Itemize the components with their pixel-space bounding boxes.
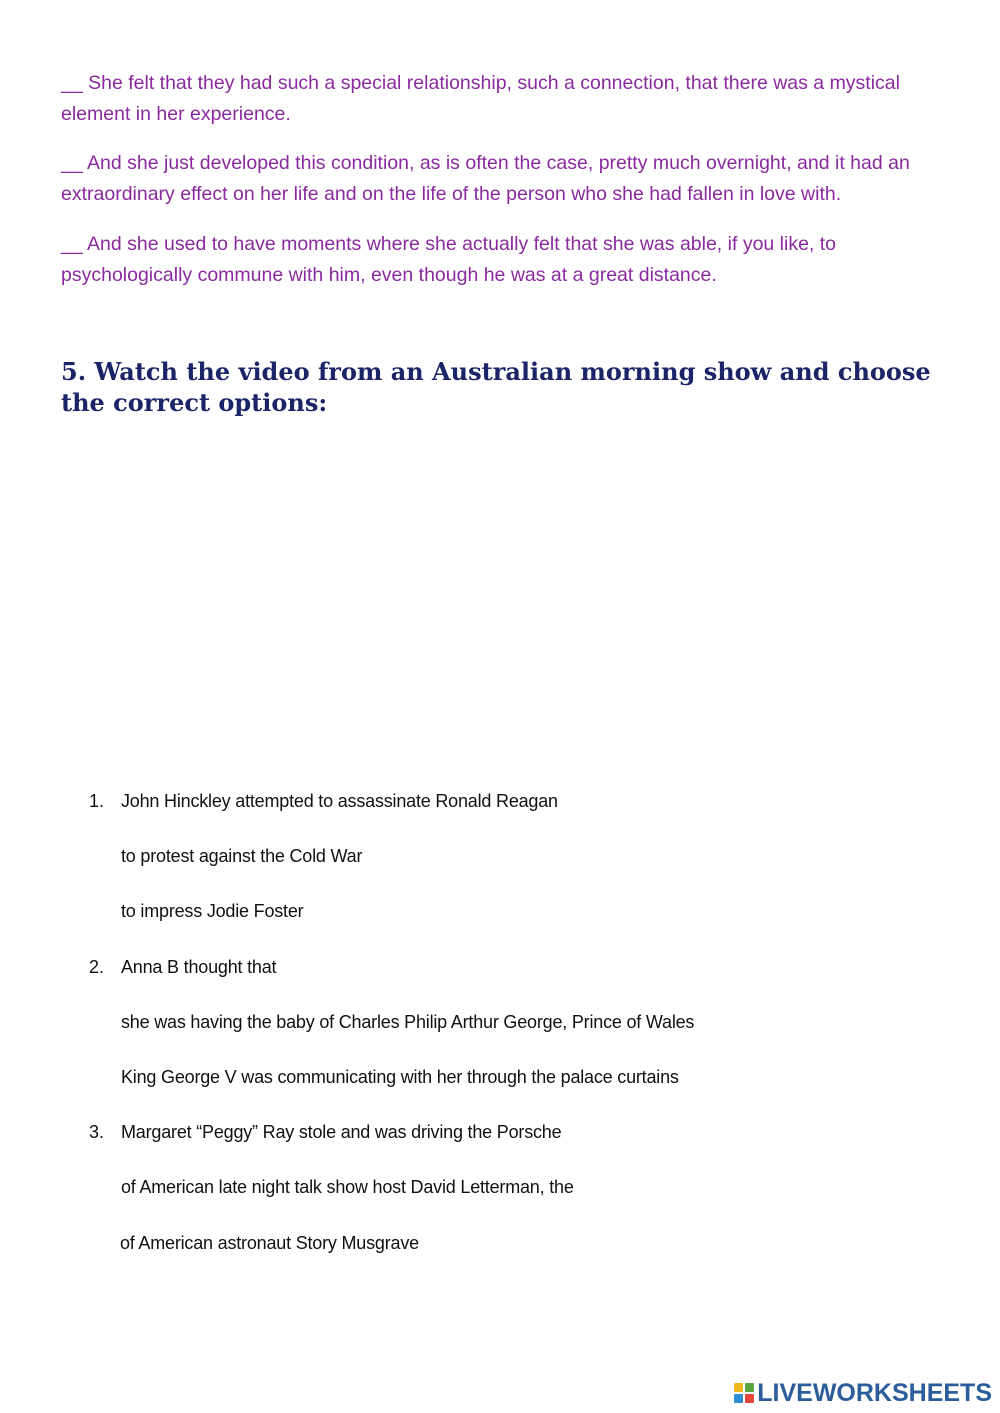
question-text: John Hinckley attempted to assassinate Ronald Reagan [121, 791, 558, 811]
liveworksheets-logo-icon [734, 1383, 754, 1403]
paragraph-1: __ She felt that they had such a special relationship, such a connection, that there was a mystical element in her experience. [61, 72, 900, 125]
question-text: Anna B thought that [121, 957, 277, 977]
question-number: 2. [89, 957, 105, 977]
answer-option[interactable]: of American astronaut Story Musgrave [120, 1233, 419, 1253]
answer-option[interactable]: to impress Jodie Foster [121, 901, 304, 921]
paragraph-3: __ And she used to have moments where she actually felt that she was able, if you like, to psychologically commune with him, even though he was at a great distance. [61, 233, 837, 286]
question-number: 3. [89, 1122, 105, 1142]
paragraph-2: __ And she just developed this condition, as is often the case, pretty much overnight, and it had an extraordinary effect on her life and on the life of the person who she had fallen in love with. [61, 152, 910, 205]
answer-option[interactable]: to protest against the Cold War [121, 846, 363, 866]
question-number: 1. [89, 791, 105, 811]
answer-option[interactable]: she was having the baby of Charles Philip Arthur George, Prince of Wales [121, 1012, 695, 1032]
answer-option[interactable]: of American late night talk show host David Letterman, the [121, 1177, 574, 1197]
brand-text: LIVEWORKSHEETS [757, 1378, 992, 1407]
section-heading: 5. Watch the video from an Australian morning show and choose the correct options: [61, 357, 931, 417]
liveworksheets-brand [734, 1376, 992, 1410]
answer-option[interactable]: King George V was communicating with her through the palace curtains [121, 1067, 679, 1087]
question-text: Margaret “Peggy” Ray stole and was driving the Porsche [121, 1122, 562, 1142]
